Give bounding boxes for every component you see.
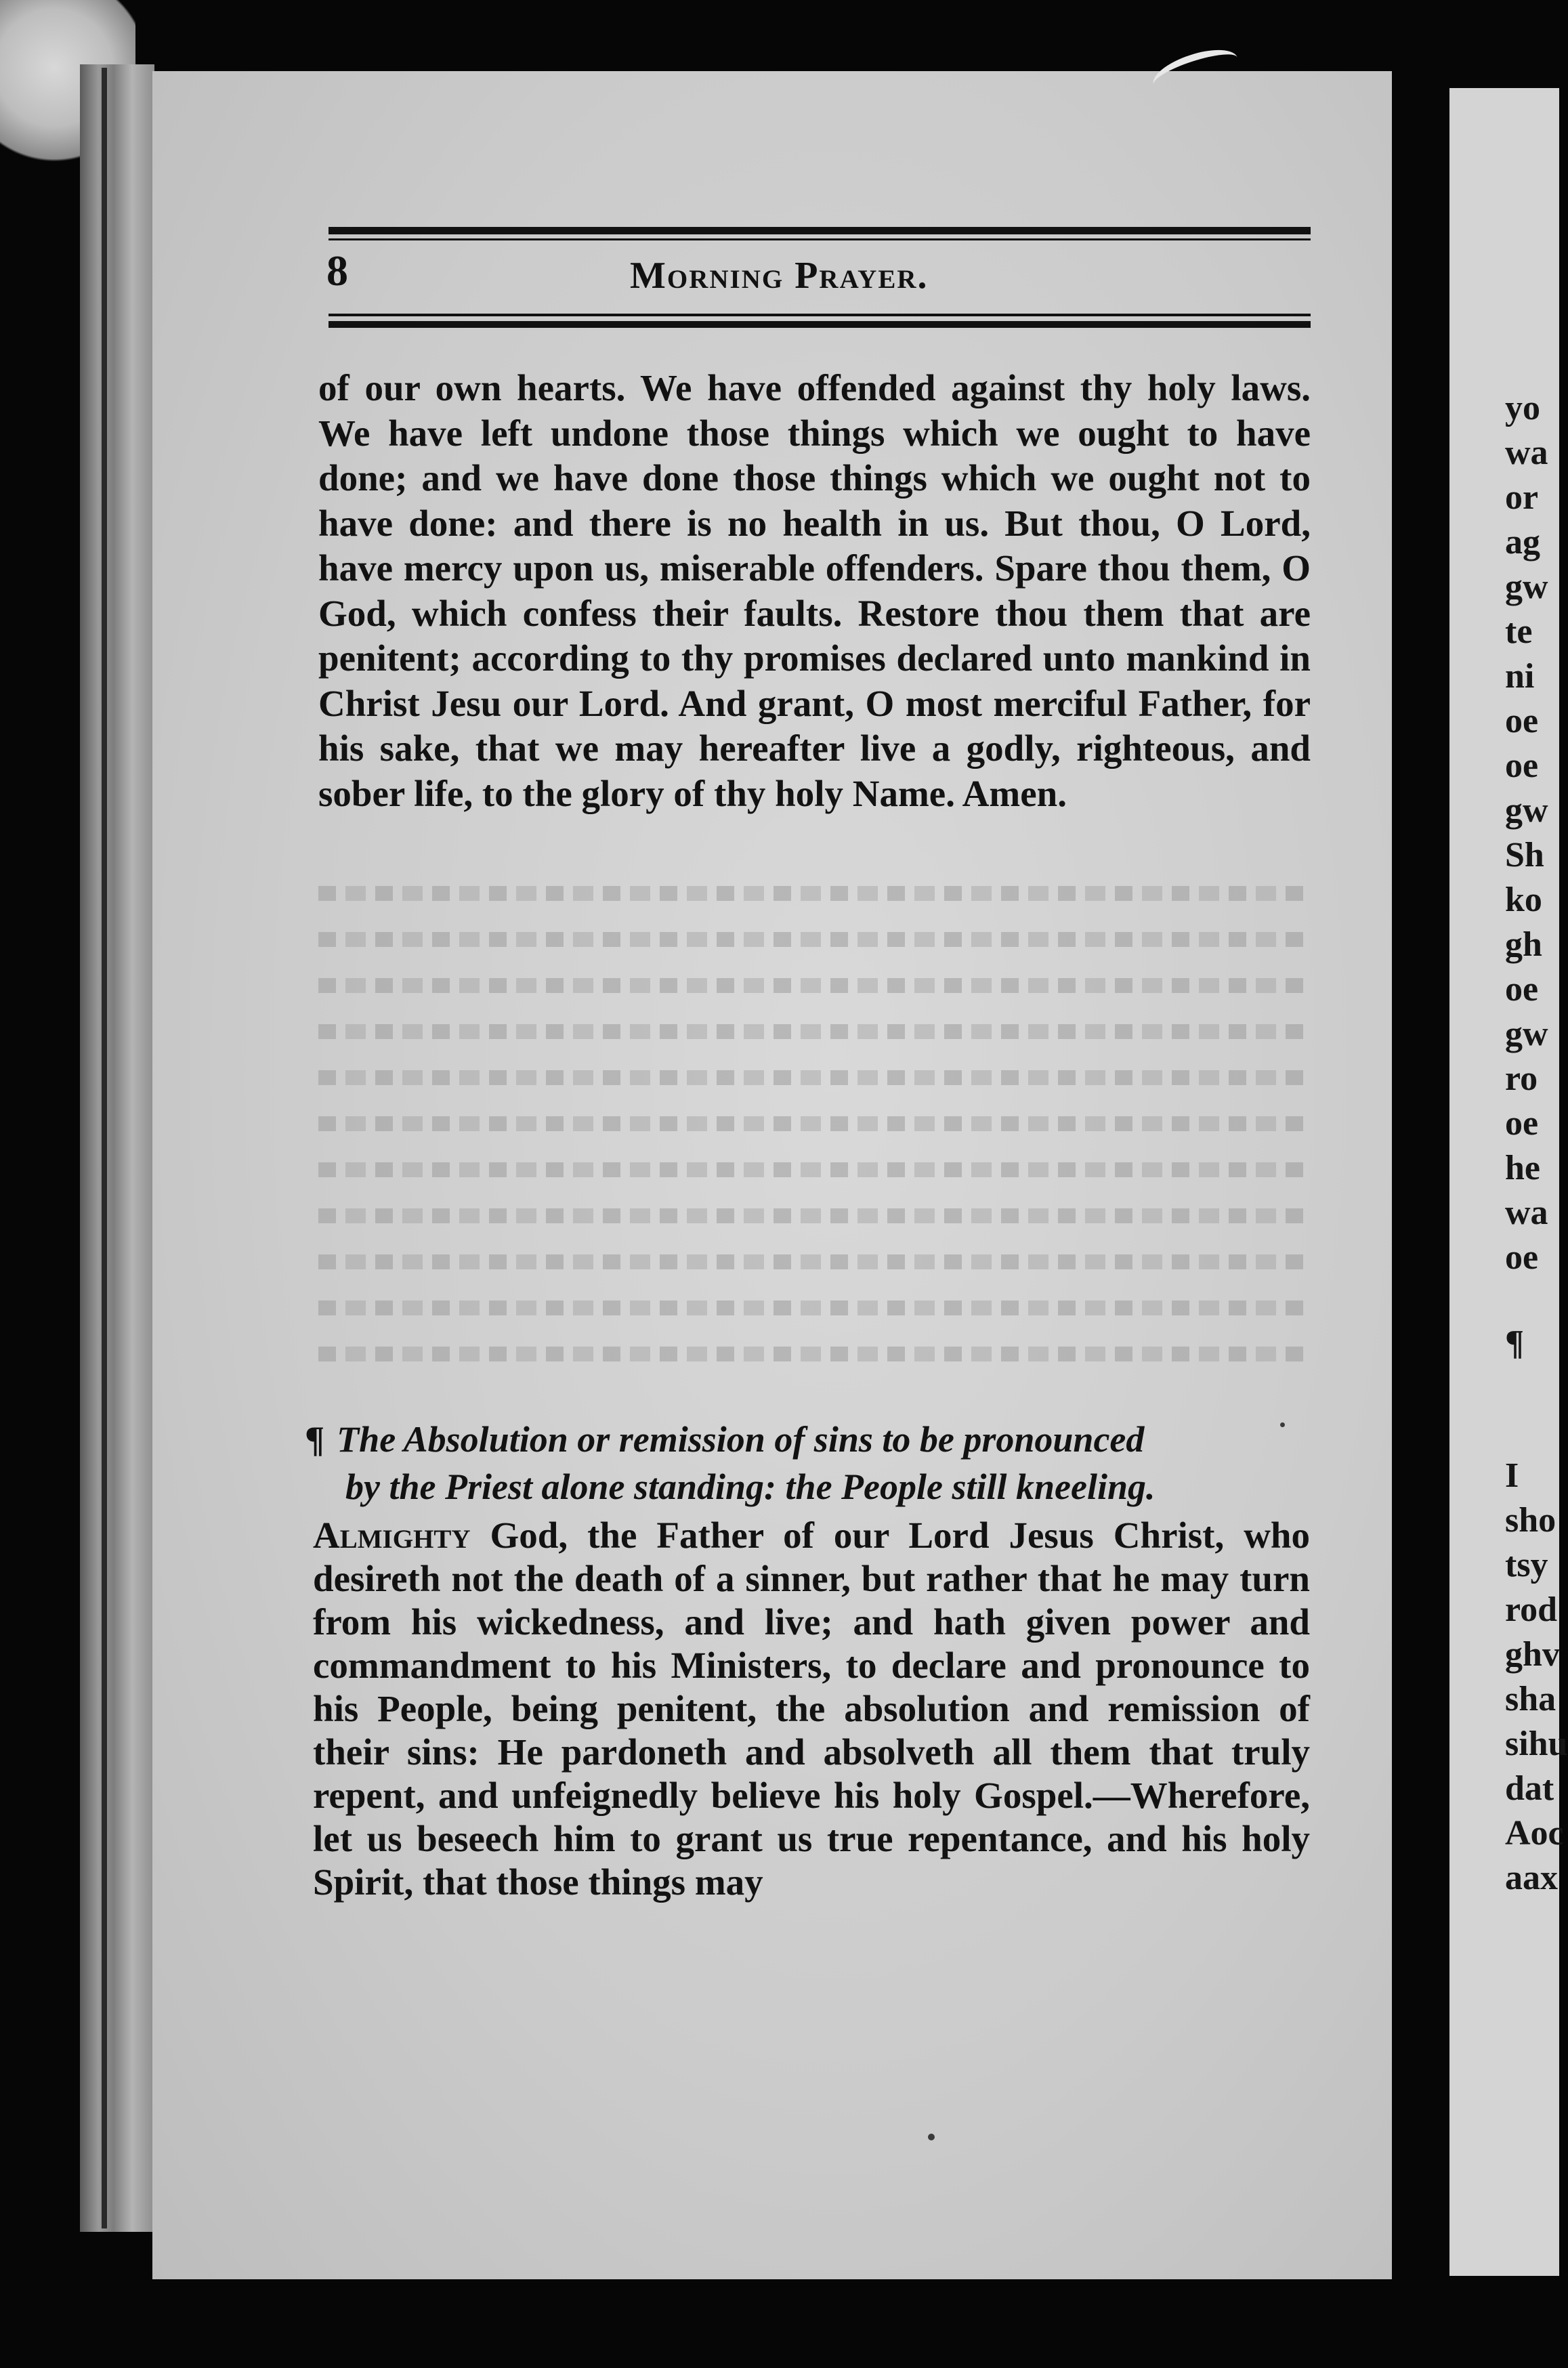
- adjacent-line: ko: [1505, 881, 1542, 919]
- adjacent-line: yo: [1505, 389, 1540, 427]
- adjacent-pilcrow: ¶: [1505, 1324, 1525, 1362]
- adjacent-line: sho: [1505, 1501, 1556, 1540]
- adjacent-line: aax: [1505, 1859, 1558, 1897]
- adjacent-line: he: [1505, 1149, 1540, 1187]
- adjacent-line: sha: [1505, 1680, 1556, 1718]
- adjacent-line: te: [1505, 612, 1533, 651]
- absolution-text: God, the Father of our Lord Jesus Christ, who desireth not the death of a sinner, but rather that he may turn from his wickedness, and live; and hath given power and commandment to his Ministers, to declare and pronounce to his People, being penitent, the absolution and remission of their sins: He pardoneth and absolveth all them that truly repent, and unfeignedly believe his holy Gospel.—Wherefore, let us beseech him to grant us true repentance, and his holy Spirit, that those things may: [313, 1515, 1310, 1903]
- adjacent-line: dat: [1505, 1769, 1554, 1808]
- adjacent-line: oe: [1505, 702, 1539, 740]
- show-through-text: [318, 867, 1311, 1409]
- spine-edge: [102, 68, 107, 2228]
- adjacent-line: ghv: [1505, 1635, 1560, 1674]
- pilcrow-mark: ¶: [305, 1419, 325, 1460]
- absolution-lead-word: Almighty: [313, 1515, 471, 1556]
- rubric-line-1: The Absolution or remission of sins to be pronounced: [337, 1419, 1145, 1460]
- paper-speck: [928, 2134, 935, 2140]
- adjacent-line: ro: [1505, 1059, 1538, 1098]
- adjacent-line: oe: [1505, 970, 1539, 1009]
- adjacent-line: or: [1505, 478, 1539, 517]
- adjacent-line: Sh: [1505, 836, 1544, 874]
- adjacent-line: gh: [1505, 925, 1542, 964]
- adjacent-line: Aoc: [1505, 1814, 1564, 1853]
- header-rule-bottom-thin: [329, 314, 1311, 316]
- adjacent-line: wa: [1505, 1193, 1548, 1232]
- adjacent-line: sihu: [1505, 1725, 1568, 1763]
- running-head: Morning Prayer.: [630, 255, 929, 297]
- header-rule-top: [329, 227, 1311, 234]
- page-number: 8: [326, 247, 348, 295]
- adjacent-line: rod: [1505, 1590, 1558, 1629]
- adjacent-line: gw: [1505, 1015, 1548, 1053]
- paper-speck: [1280, 1422, 1285, 1427]
- adjacent-line: gw: [1505, 791, 1548, 830]
- adjacent-line: I: [1505, 1456, 1519, 1495]
- book-spine: [80, 64, 154, 2232]
- adjacent-line: gw: [1505, 568, 1548, 606]
- adjacent-line: ni: [1505, 657, 1535, 696]
- adjacent-line: tsy: [1505, 1546, 1548, 1584]
- adjacent-line: ag: [1505, 523, 1540, 562]
- rubric-line-2: by the Priest alone standing: the People still kneeling.: [345, 1466, 1156, 1507]
- adjacent-line: wa: [1505, 434, 1548, 472]
- absolution-rubric: [305, 1416, 1314, 1510]
- header-rule-top-thin: [329, 238, 1311, 240]
- absolution-paragraph: [313, 1514, 1310, 2096]
- header-rule-bottom: [329, 321, 1311, 328]
- adjacent-line: oe: [1505, 1238, 1539, 1277]
- adjacent-page-text: [1505, 386, 1566, 1901]
- confession-paragraph: of our own hearts. We have offended against thy holy laws. We have left undone those things which we ought to have done; and we have done those things which we ought not to have done: and there is no health in us. But thou, O Lord, have mercy upon us, miserable offenders. Spare thou them, O God, which confess their faults. Restore thou them that are penitent; according to thy promises declared unto mankind in Christ Jesu our Lord. And grant, O most merciful Father, for his sake, that we may hereafter live a godly, righteous, and sober life, to the glory of thy holy Name. Amen.: [318, 367, 1311, 814]
- adjacent-line: oe: [1505, 1104, 1539, 1143]
- adjacent-line: oe: [1505, 746, 1539, 785]
